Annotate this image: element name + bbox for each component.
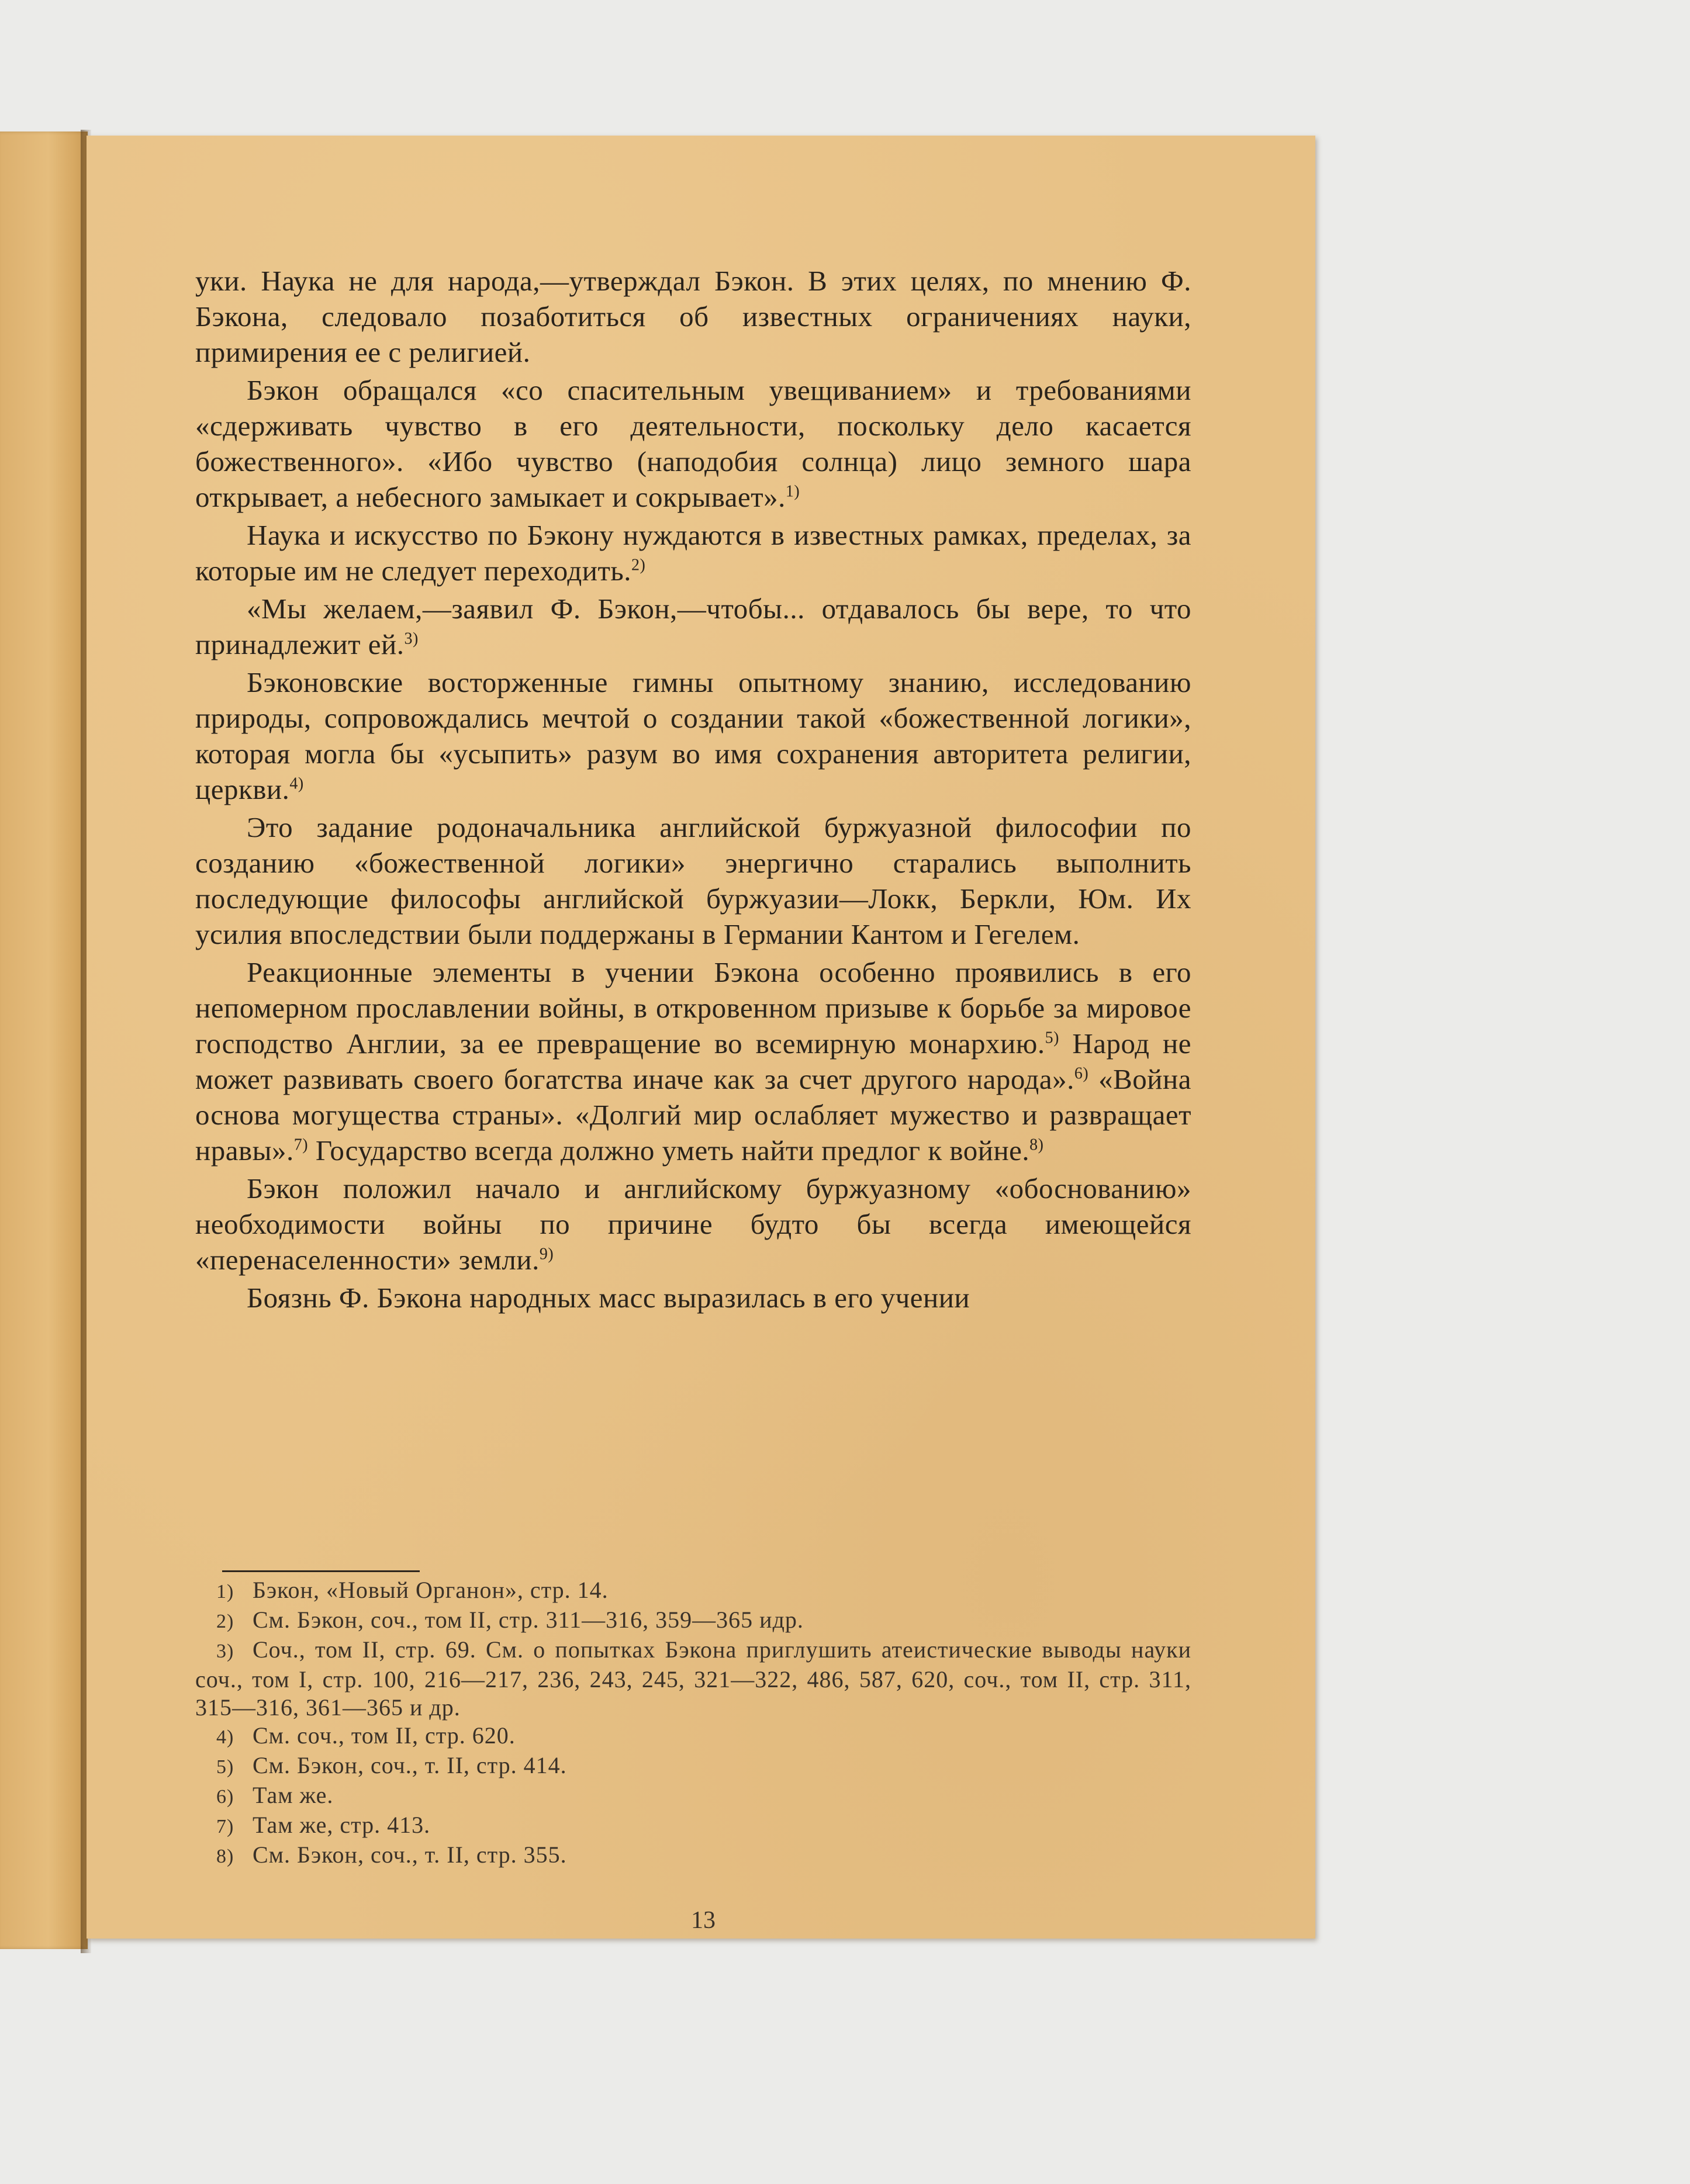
footnote: 3) Соч., том II, стр. 69. См. о попытках Бэкона приглушить атеистические выводы науки соч., том I, стр. 100, 216—217, 236, 243, 245, 321—322, 486, 587, 620, соч., том II, стр. 311, 315—316, 361—365 и др. xyxy=(195,1636,1191,1721)
paragraph: «Мы желаем,—заявил Ф. Бэкон,—чтобы... отдавалось бы вере, то что принадлежит ей.$^{3)}$ xyxy=(195,593,1191,660)
footnote-ref: 2) xyxy=(631,556,646,574)
footnote-separator xyxy=(222,1570,420,1572)
paragraph: Бэкон положил начало и английскому буржуазному «обоснованию» необходимости войны по причине будто бы всегда имеющейся «перенаселенности» земли.$^{9)}$ xyxy=(195,1172,1191,1276)
footnote-ref: 3) xyxy=(404,629,419,648)
footnote: 5) См. Бэкон, соч., т. II, стр. 414. xyxy=(195,1752,1191,1781)
footnote-ref: 6) xyxy=(1074,1064,1089,1083)
footnote-ref: 8) xyxy=(1029,1136,1044,1154)
footnote: 8) См. Бэкон, соч., т. II, стр. 355. xyxy=(195,1841,1191,1871)
footnote: 1) Бэкон, «Новый Органон», стр. 14. xyxy=(195,1576,1191,1606)
footnote-marker: 5) xyxy=(216,1756,234,1778)
footnote-ref: 9) xyxy=(539,1245,554,1264)
paragraph: Бэкон обращался «со спасительным увещиванием» и требованиями «сдерживать чувство в его деятельности, поскольку дело касается божественного». «Ибо чувство (наподобия солнца) лицо земного шара открывает, а небесного замыкает и сокрывает».$^{1)}$ xyxy=(195,374,1191,513)
footnote-marker: 3) xyxy=(216,1640,234,1662)
paragraph: Наука и искусство по Бэкону нуждаются в известных рамках, пределах, за которые им не следует переходить.$^{2)}$ xyxy=(195,519,1191,587)
footnote-ref: 4) xyxy=(289,774,304,793)
footnote: 4) См. соч., том II, стр. 620. xyxy=(195,1722,1191,1752)
paragraph: Реакционные элементы в учении Бэкона особенно проявились в его непомерном прославлении войны, в откровенном призыве к борьбе за мировое господство Англии, за ее превращение во всемирную монархию.$^{5)}$ Народ не может развивать своего богатства иначе как за счет другого народа».$^{6)}$ «Война основа могущества страны». «Долгий мир ослабляет мужество и развращает нравы».$^{7)}$ Государство всегда должно уметь найти предлог к войне.$^{8)}$ xyxy=(195,956,1191,1167)
footnote-marker: 4) xyxy=(216,1726,234,1748)
page-number: 13 xyxy=(691,1907,716,1934)
footnotes xyxy=(195,1576,1191,1871)
footnote-ref: 5) xyxy=(1045,1029,1059,1047)
paragraph: Это задание родоначальника английской буржуазной философии по созданию «божественной логики» энергично старались выполнить последующие философы английской буржуазии—Локк, Беркли, Юм. Их усилия впоследствии были поддержаны в Германии Кантом и Гегелем. xyxy=(195,811,1191,950)
footnote: 2) См. Бэкон, соч., том II, стр. 311—316, 359—365 идр. xyxy=(195,1606,1191,1636)
footnote-marker: 8) xyxy=(216,1846,234,1867)
paragraph: Бэконовские восторженные гимны опытному знанию, исследованию природы, сопровождались мечтой о создании такой «божественной логики», которая могла бы «усыпить» разум во имя сохранения авторитета религии, церкви.$^{4)}$ xyxy=(195,666,1191,805)
footnote-ref: 1) xyxy=(785,482,800,501)
body-text xyxy=(195,263,1191,1316)
paragraph: Боязнь Ф. Бэкона народных масс выразилась в его учении xyxy=(247,1282,970,1314)
book-page xyxy=(87,136,1315,1939)
footnote-marker: 2) xyxy=(216,1611,234,1632)
footnote-marker: 1) xyxy=(216,1581,234,1602)
footnote: 6) Там же. xyxy=(195,1781,1191,1811)
footnote-marker: 6) xyxy=(216,1786,234,1808)
previous-page-edge xyxy=(0,131,88,1949)
footnote: 7) Там же, стр. 413. xyxy=(195,1811,1191,1841)
paragraph: уки. Наука не для народа,—утверждал Бэкон. В этих целях, по мнению Ф. Бэкона, следовало позаботиться об известных ограничениях науки, примирения ее с религией. xyxy=(195,265,1191,368)
footnote-marker: 7) xyxy=(216,1816,234,1837)
footnote-ref: 7) xyxy=(293,1136,309,1154)
